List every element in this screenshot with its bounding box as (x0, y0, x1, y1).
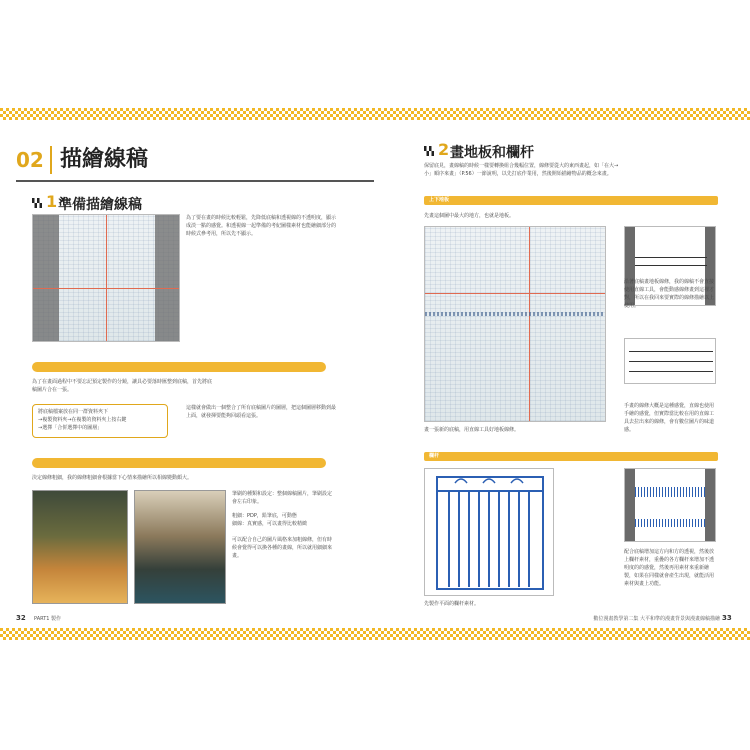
chapter-number: 02 (16, 146, 52, 174)
line-art-prep-image (32, 214, 180, 342)
brush-spec-1: 粗細：PDP，鉛筆底，可動態 (232, 513, 297, 519)
section2-title: 畫地板和欄杆 (450, 145, 534, 161)
brush-intro-text: 筆刷的種類和設定：整個線稿圖片，筆刷設定會左右印象。 (232, 491, 333, 505)
section-checker-icon (32, 198, 42, 208)
perspective-railing-image (624, 468, 716, 542)
subsection-2-text: 決定線條粗細，我的線條粗細會根據當下心情來描繪所以相線變動頗大。 (32, 475, 193, 481)
checker-border-top (0, 108, 750, 120)
floor-side-text-1: 沿著底稿畫地板線條，我的線稿不會直接使用直線工具，會能動感線條畫到這裡才對，所以在我回來要實際的線條描繪以上使用。 (624, 279, 715, 309)
subsection-bar-2-label: 決定線條粗細 (38, 469, 69, 475)
footer-right: 數位漫畫教學第二集 大平和準的漫畫背景與漫畫線稿描繪 (593, 616, 720, 622)
section1-intro-text: 為了要在畫的時候比較輕鬆，先降低底稿和透視線的不透明度，顯示成淡一點的感覺。和透視線一起準備的考紀圖樣素材也能繪細部分的時候式參考用，所以先不顯示。 (186, 215, 337, 237)
subsection-bar-2 (32, 458, 326, 475)
floor-lines-sample-2 (624, 338, 716, 384)
chapter-title: 描繪線稿 (60, 147, 149, 172)
note-line-1: 將底稿檔案放在同一群資料夾下 (38, 409, 109, 415)
railing-side-text: 配合底稿增加這方向和方的透視，然後放上欄杆素材，重疊的各方欄杆來增加不透明度的的感覺，然後再用素材來重新繪製，如果在同樣就會產生出現，就能活用素材與畫上功能。 (624, 549, 715, 587)
thin-line-illustration (134, 490, 226, 604)
floor-caption: 畫一張新的底稿，用直線工具好地板線條。 (424, 427, 520, 433)
floor-text: 先畫這個圖中最大的地方，也就是地板。 (424, 213, 515, 219)
subsection-bar-1-label: 重新再買上回圖層相稿 (38, 373, 89, 379)
section2-intro-text: 保留底見，畫線稿的時候一樣要轉換組合幾幅位置，線條要從大的東西畫起，如「在大→小」順序來畫」（P.56）一節說明，以先打底作業用，然後開始描繪物品的概念來畫。 (424, 163, 619, 177)
page-number-right: 33 (722, 614, 732, 622)
section1-number: 1 (46, 192, 58, 211)
note-line-3: →選擇「合併選擇中的圖層」 (38, 425, 103, 431)
floor-perspective-image (424, 226, 606, 422)
brush-spec-2: 細線：真實感，可以畫得比較精緻 (232, 521, 308, 527)
merge-side-text: 這樣就會做出一個整合了所有底稿圖片的圖層，把這個圖層移動到最上面，就發揮要能夠回頭看這張。 (186, 405, 337, 419)
chapter-divider (16, 180, 374, 182)
section-checker-icon (424, 146, 434, 156)
thick-line-illustration (32, 490, 128, 604)
subsection-1-text: 為了在畫面過程中不要忘記預定製作的分鏡，讓具必要落時匯整到底稿，首先將底稿圖片合在一張。 (32, 379, 213, 393)
railing-sub-label: 欄杆 (424, 452, 718, 461)
floor-side-text-2: 手畫的線條大概是這種感覺，直線也使用手繪的感覺，但實際當比較在用的直線工具去拉出來的線條，會有數位圖片的味道感。 (624, 403, 715, 433)
railing-icon (425, 469, 555, 597)
brush-spec-detail: 可以配合自己的圖片風格來加粗線條，但有時候會覺得可以換各種的畫線，所以就用細細來畫。 (232, 537, 333, 559)
floor-sub-label: 上下地板 (424, 196, 718, 205)
section2-number: 2 (438, 140, 450, 159)
page-number-left: 32 (16, 614, 26, 622)
footer-left: PART1 製作 (34, 616, 62, 622)
merge-steps-note (32, 404, 168, 438)
checker-border-bottom (0, 628, 750, 640)
flat-railing-image (424, 468, 554, 596)
section1-title: 準備描繪線稿 (58, 197, 142, 213)
subsection-bar-1 (32, 362, 326, 379)
note-line-2: →複製資料夾→在複製的資料夾上按右鍵 (38, 417, 127, 423)
railing-caption: 先製作平面的欄杆素材。 (424, 601, 480, 607)
